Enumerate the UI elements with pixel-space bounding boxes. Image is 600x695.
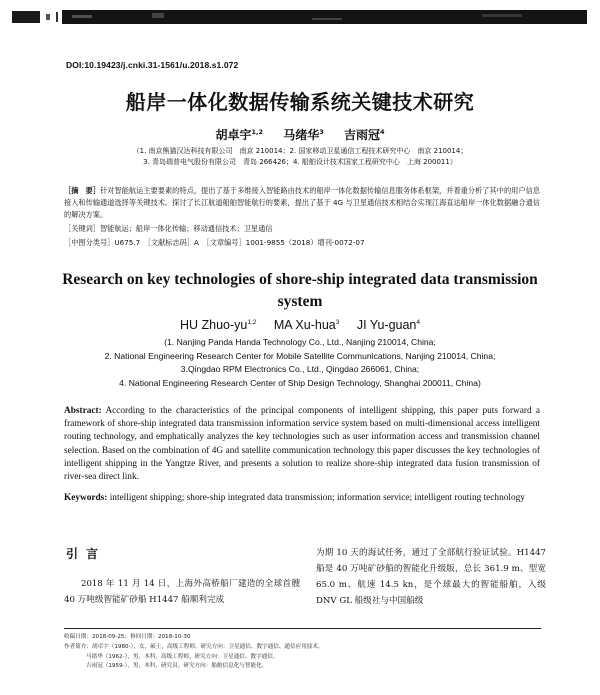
classification-chinese: ［中图分类号］U675.7 ［文献标志码］A ［文章编号］1001-9855（2018）增刊-0072-07 (64, 238, 365, 247)
abstract-cn-text: 针对智能航运主要要素的特点，提出了基于多维接入智能路由技术的船岸一体化数据传输信息服务体系框架，并着重分析了其中的用户信息接入和传输通道选择等关键技术。探讨了长江航道船舶智能航行的要素，提出了基于 4G 与卫星通信技术相结合实现江海直达船岸一体化数据融合通信的解决方案。 (64, 186, 540, 219)
abstract-en-text: According to the characteristics of the principal components of intelligent shipping, this paper puts forward a framework of shore-ship integrated data transmission information service system based on multi-dimensional access intelligent routing technology, and emphatically analyzes the key technologies such as user information access and transmission channel selection. Based on the combination of 4G and satellite communication technology this paper discusses the key technologies of intelligent shipping in the Yangtze River, and presents a solution to realize shore-ship integrated data fusion transmission of river-sea direct link. (64, 406, 540, 483)
affiliations-chinese (60, 146, 540, 168)
abstract-chinese (64, 185, 540, 220)
footnote-author: 吉雨冠（1959-），男，本科，研究员。研究方向：船舶信息化与智能化。 (86, 663, 268, 670)
author-en-1: HU Zhuo-yu$^{1,2}$ (179, 318, 257, 332)
affiliation-en-line: (1. Nanjing Panda Handa Technology Co., Ltd., Nanjing 210014, China; (164, 337, 436, 347)
author-en-3: JI Yu-guan$^4$ (356, 318, 421, 332)
body-column-right (316, 545, 546, 609)
footnote-received: 收稿日期：2018-09-25；修回日期：2018-10-30 (64, 634, 191, 640)
affiliation-en-line: 4. National Engineering Research Center of Ship Design Technology, Shanghai 200011, China) (119, 377, 481, 388)
body-column-left (64, 545, 300, 608)
authors-chinese (0, 126, 600, 143)
author-cn-3: 吉雨冠$^4$ (343, 128, 385, 142)
affiliations-english (30, 336, 570, 390)
author-cn-2: 马绪华$^3$ (283, 128, 324, 142)
abstract-en-label: Abstract: (64, 406, 102, 416)
footnote-divider (64, 628, 541, 629)
intro-paragraph-left: 2018 年 11 月 14 日，上海外高桥船厂建造的全球首艘 40 万吨级智能矿砂船 H1447 船顺利完成 (64, 579, 300, 605)
abstract-cn-label: ［摘 要］ (64, 186, 101, 195)
footnote-author: 作者简介：胡卓宇（1980-），女，硕士，高级工程师。研究方向：卫星通信、数字通信、通信应用技术。 (64, 643, 324, 650)
author-en-2: MA Xu-hua$^3$ (273, 318, 340, 332)
author-cn-1: 胡卓宇$^{1,2}$ (215, 128, 264, 142)
affiliation-en-line: 3.Qingdao RPM Electronics Co., Ltd., Qingdao 266061, China; (180, 364, 420, 374)
authors-english (0, 318, 600, 332)
abstract-english (64, 405, 540, 484)
affiliation-cn-line: 3. 青岛瑞普电气股份有限公司 青岛 266426；4. 船舶设计技术国家工程研究中心 上海 200011） (143, 158, 457, 166)
keywords-chinese: ［关键词］智能航运；船岸一体化传输；移动通信技术；卫星通信 (64, 224, 273, 233)
title-english: Research on key technologies of shore-ship integrated data transmission system (62, 271, 538, 310)
scan-header-bar (12, 10, 587, 24)
affiliation-en-line: 2. National Engineering Research Center for Mobile Satellite Communications, Nanjing 210014, China; (104, 350, 496, 361)
footnote-author: 马绪华（1962-），男，本科，高级工程师。研究方向：卫星通信、数字通信。 (86, 653, 279, 660)
doi-line: DOI:10.19423/j.cnki.31-1561/u.2018.s1.072 (66, 60, 239, 70)
keywords-english: Keywords: intelligent shipping; shore-ship integrated data transmission; information service; intelligent routing technology (64, 493, 525, 503)
footnotes (64, 633, 540, 672)
intro-paragraph-right: 为期 10 天的海试任务，通过了全部航行验证试验。H1447 船是 40 万吨矿砂船的智能化升级版，总长 361.9 m、型宽 65.0 m、航速 14.5 kn，是个球最大的智能船舶，入级 DNV GL 船级社与中国船级 (316, 548, 546, 606)
title-chinese: 船岸一体化数据传输系统关键技术研究 (125, 90, 475, 114)
section-heading-intro: 引言 (66, 547, 107, 561)
affiliation-cn-line: （1. 南京熊猫汉达科技有限公司 南京 210014；2. 国家移动卫星通信工程技术研究中心 南京 210014； (132, 147, 468, 155)
